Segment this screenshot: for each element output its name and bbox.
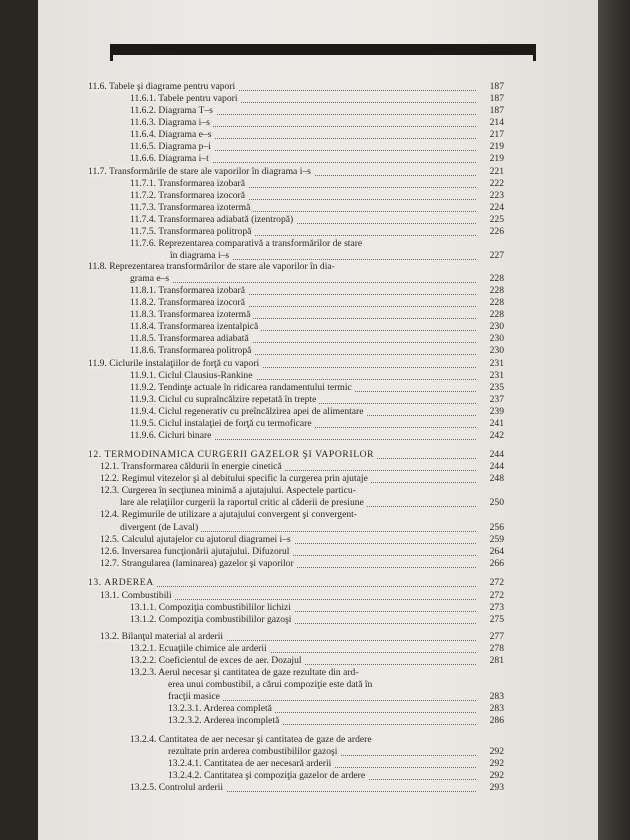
toc-page-number: 187: [489, 81, 504, 92]
page-edge-shadow: [598, 0, 630, 840]
toc-page-number: 286: [489, 715, 504, 726]
toc-page-number: 248: [489, 473, 504, 484]
header-rule: [110, 44, 536, 61]
toc-page-number: 239: [489, 406, 504, 417]
toc-entry-title: 11.8.1. Transformarea izobară: [130, 285, 248, 296]
toc-entry-title: 11.9. Ciclurile instalaţiilor de forţă cu vapori: [88, 358, 262, 369]
toc-entry-title: 13.2.3.2. Arderea incompletă: [168, 715, 282, 726]
toc-page-number: 283: [489, 703, 504, 714]
toc-entry-title: 11.8.5. Transformarea adiabată: [130, 333, 252, 344]
toc-page-number: 231: [489, 358, 504, 369]
toc-page-number: 223: [489, 190, 504, 201]
toc-entry-title: 11.6.1. Tabele pentru vapori: [130, 93, 241, 104]
toc-page-number: 217: [489, 129, 504, 140]
toc-entry: [100, 508, 476, 521]
toc-entry-title: 12.3. Curgerea în secţiunea minimă a ajutajului. Aspectele particu-: [100, 485, 356, 496]
toc-entry: [130, 781, 476, 794]
toc-entry-title: 11.7.4. Transformarea adiabată (izentropă): [130, 214, 296, 225]
toc-entry-title: fracţii masice: [168, 691, 223, 702]
toc-page-number: 292: [489, 770, 504, 781]
toc-entry-title: 13.2.3. Aerul necesar şi cantitatea de gaze rezultate din ard-: [130, 667, 359, 678]
toc-page-number: 277: [489, 631, 504, 642]
toc-entry-title: 11.9.6. Cicluri binare: [130, 430, 214, 441]
toc-entry-title: 12.6. Inversarea funcţionării ajutajului. Difuzorul: [100, 546, 292, 557]
toc-page-number: 187: [489, 105, 504, 116]
toc-entry-title: 11.6.5. Diagrama p–i: [130, 141, 214, 152]
toc-entry-title: lare ale relaţiilor curgerii la raportul critic al căderii de presiune: [120, 497, 367, 508]
toc-entry-title: 11.6.4. Diagrama e–s: [130, 129, 214, 140]
toc-entry-title: 12.2. Regimul vitezelor şi al debitului specific la curgerea prin ajutaje: [100, 473, 371, 484]
toc-page-number: 241: [489, 418, 504, 429]
toc-entry: [168, 714, 476, 727]
toc-page-number: 231: [489, 370, 504, 381]
toc-page-number: 256: [489, 522, 504, 533]
toc-entry: [130, 152, 476, 165]
toc-page-number: 230: [489, 321, 504, 332]
toc-page-number: 228: [489, 273, 504, 284]
toc-page-number: 273: [489, 602, 504, 613]
toc-entry-title: 11.7. Transformările de stare ale vaporilor în diagrama i–s: [88, 166, 314, 177]
toc-entry-title: 13.2.2. Coeficientul de exces de aer. Dozajul: [130, 655, 305, 666]
toc-page-number: 293: [489, 782, 504, 793]
toc-page-number: 228: [489, 285, 504, 296]
toc-page-number: 272: [489, 590, 504, 601]
toc-entry-title: 13.1.2. Compoziţia combustibililor gazoşi: [130, 614, 294, 625]
toc-entry-title: 11.8.6. Transformarea politropă: [130, 345, 254, 356]
toc-page-number: 228: [489, 309, 504, 320]
toc-entry-title: grama e–s: [130, 273, 172, 284]
toc-entry-title: 11.6.3. Diagrama i–s: [130, 117, 213, 128]
toc-page-number: 228: [489, 297, 504, 308]
leader-dots: [130, 282, 476, 283]
toc-entry: [130, 429, 476, 442]
toc-page-number: 222: [489, 178, 504, 189]
toc-page-number: 278: [489, 643, 504, 654]
toc-entry-title: 11.9.4. Ciclul regenerativ cu preîncălzirea apei de alimentare: [130, 406, 367, 417]
toc-page-number: 224: [489, 202, 504, 213]
toc-page-number: 230: [489, 345, 504, 356]
toc-entry-title: 12.4. Regimurile de utilizare a ajutajului convergent şi convergent-: [100, 509, 357, 520]
toc-entry-title: 13. ARDEREA: [88, 577, 157, 588]
toc-page-number: 214: [489, 117, 504, 128]
toc-entry-title: 13.2.4. Cantitatea de aer necesar şi cantitatea de gaze de ardere: [130, 734, 372, 745]
toc-entry: [88, 576, 476, 589]
toc-page-number: 227: [489, 250, 504, 261]
toc-entry-title: 11.7.2. Transformarea izocoră: [130, 190, 248, 201]
toc-page-number: 264: [489, 546, 504, 557]
toc-page-number: 242: [489, 430, 504, 441]
toc-entry-title: 11.9.1. Ciclul Clausius-Rankine: [130, 370, 256, 381]
toc-entry-title: 13.1. Combustibili: [100, 590, 175, 601]
toc-entry-title: 11.9.5. Ciclul instalaţiei de forţă cu termoficare: [130, 418, 315, 429]
toc-entry-title: 11.6. Tabele şi diagrame pentru vapori: [88, 81, 238, 92]
toc-page-number: 292: [489, 758, 504, 769]
toc-entry-title: 11.8.3. Transformarea izotermă: [130, 309, 253, 320]
toc-page-number: 221: [489, 166, 504, 177]
toc-entry: [130, 344, 476, 357]
toc-entry-title: 11.9.2. Tendinţe actuale în ridicarea randamentului termic: [130, 382, 355, 393]
toc-page-number: 266: [489, 558, 504, 569]
toc-page-number: 187: [489, 93, 504, 104]
toc-page-number: 225: [489, 214, 504, 225]
toc-page-number: 219: [489, 141, 504, 152]
toc-page-number: 283: [489, 691, 504, 702]
toc-page-number: 237: [489, 394, 504, 405]
toc-entry-title: erea unui combustibil, a cărui compoziţie este dată în: [168, 679, 373, 690]
toc-entry-title: 13.2.1. Ecuaţiile chimice ale arderii: [130, 643, 270, 654]
toc-entry-title: 13.2. Bilanţul material al arderii: [100, 631, 226, 642]
toc-entry-title: 11.7.5. Transformarea politropă: [130, 226, 254, 237]
toc-page-number: 272: [489, 577, 504, 588]
toc-entry-title: în diagrama i–s: [170, 250, 232, 261]
toc-page-number: 292: [489, 746, 504, 757]
toc-entry-title: 11.7.1. Transformarea izobară: [130, 178, 248, 189]
toc-entry-title: rezultate prin arderea combustibililor gazoşi: [168, 746, 340, 757]
toc-page-number: 244: [489, 449, 504, 460]
toc-page-number: 259: [489, 534, 504, 545]
toc-page-number: 281: [489, 655, 504, 666]
toc-page-number: 275: [489, 614, 504, 625]
toc-entry-title: 13.2.5. Controlul arderii: [130, 782, 226, 793]
toc-entry-title: divergent (de Laval): [120, 522, 201, 533]
toc-entry-title: 11.6.6. Diagrama i–t: [130, 153, 212, 164]
toc-entry-title: 13.1.1. Compoziţia combustibililor lichizi: [130, 602, 294, 613]
toc-entry-title: 13.2.3.1. Arderea completă: [168, 703, 275, 714]
toc-entry-title: 11.8. Reprezentarea transformărilor de stare ale vaporilor în dia-: [88, 261, 335, 272]
toc-entry-title: 12.5. Calculul ajutajelor cu ajutorul diagramei i–s: [100, 534, 294, 545]
toc-entry-title: 13.2.4.2. Cantitatea şi compoziţia gazelor de ardere: [168, 770, 368, 781]
toc-entry-title: 12.7. Strangularea (laminarea) gazelor şi vaporilor: [100, 558, 297, 569]
toc-entry-title: 11.6.2. Diagrama T–s: [130, 105, 216, 116]
toc-entry-title: 12.1. Transformarea căldurii în energie cinetică: [100, 461, 285, 472]
toc-entry: [100, 557, 476, 570]
toc-entry: [130, 613, 476, 626]
toc-entry-title: 13.2.4.1. Cantitatea de aer necesară arderii: [168, 758, 334, 769]
toc-entry-title: 11.7.6. Reprezentarea comparativă a transformărilor de stare: [130, 238, 363, 249]
toc-page-number: 244: [489, 461, 504, 472]
toc-page-number: 235: [489, 382, 504, 393]
toc-entry-title: 11.8.4. Transformarea izentalpică: [130, 321, 261, 332]
toc-page-number: 219: [489, 153, 504, 164]
toc-entry-title: 12. TERMODINAMICA CURGERII GAZELOR ŞI VAPORILOR: [88, 449, 377, 460]
toc-page-number: 226: [489, 226, 504, 237]
toc-page-number: 230: [489, 333, 504, 344]
toc-entry-title: 11.7.3. Transformarea izotermă: [130, 202, 253, 213]
toc-page-number: 250: [489, 497, 504, 508]
toc-entry-title: 11.8.2. Transformarea izocoră: [130, 297, 248, 308]
toc-entry-title: 11.9.3. Ciclul cu supraîncălzire repetată în trepte: [130, 394, 319, 405]
